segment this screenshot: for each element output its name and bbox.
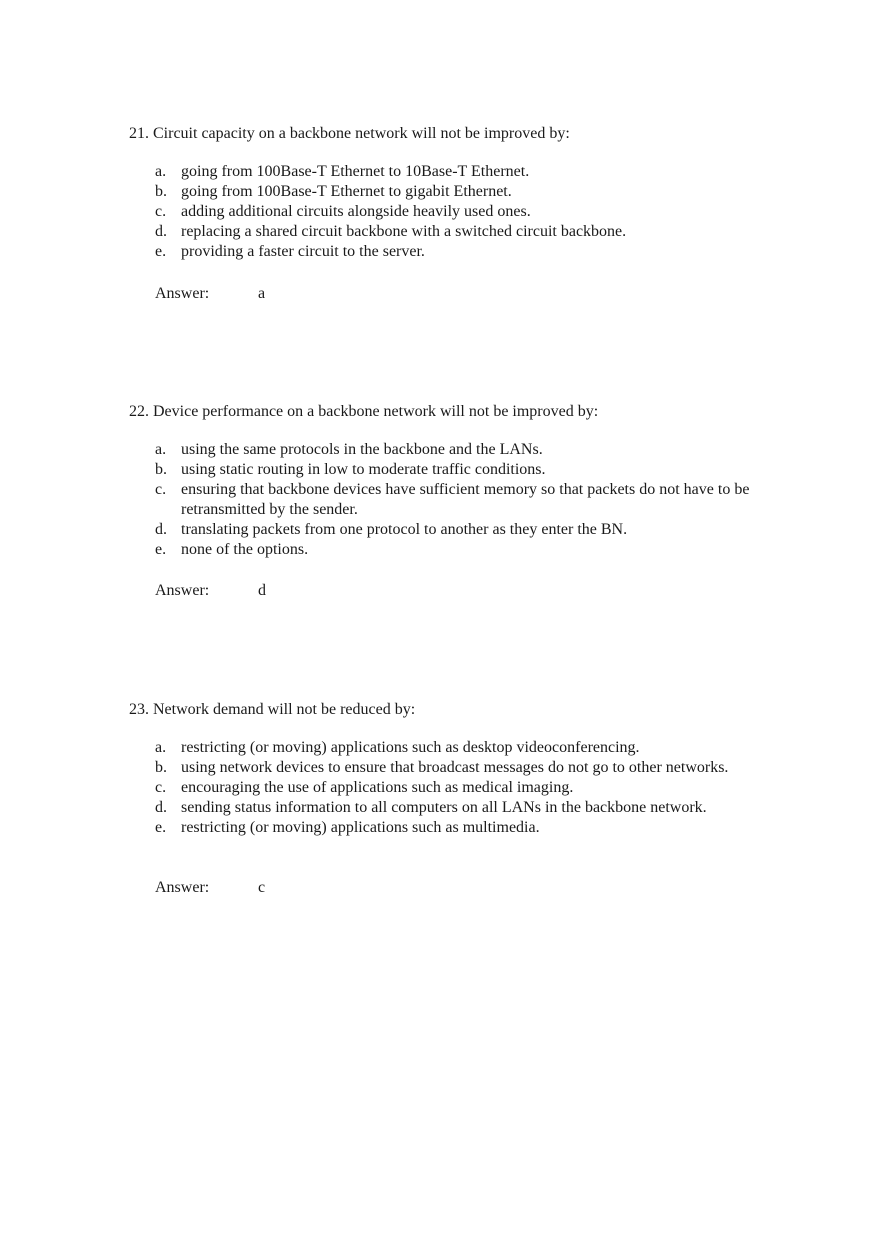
option-letter: d.	[155, 521, 167, 538]
option-letter: e.	[155, 819, 167, 836]
question-stem	[129, 124, 570, 144]
question-stem	[129, 700, 415, 720]
option-text: using network devices to ensure that broadcast messages do not go to other networks.	[181, 759, 729, 776]
option-letter: c.	[155, 203, 167, 220]
option-c	[155, 202, 795, 222]
option-d	[155, 798, 795, 818]
option-text: translating packets from one protocol to another as they enter the BN.	[181, 521, 628, 538]
option-text: providing a faster circuit to the server.	[181, 243, 425, 260]
option-c	[155, 778, 795, 798]
question-text: Circuit capacity on a backbone network will not be improved by:	[153, 125, 570, 142]
option-letter: a.	[155, 163, 167, 180]
answer-value: d	[258, 582, 266, 599]
option-letter: b.	[155, 461, 167, 478]
question-text: Network demand will not be reduced by:	[153, 701, 416, 718]
answer-label: Answer:	[155, 879, 210, 896]
option-letter: e.	[155, 541, 167, 558]
option-text: none of the options.	[181, 541, 309, 558]
option-text: using static routing in low to moderate traffic conditions.	[181, 461, 546, 478]
option-text: ensuring that backbone devices have sufficient memory so that packets do not have to be retransmitted by the sender.	[181, 481, 750, 518]
option-text: going from 100Base-T Ethernet to 10Base-T Ethernet.	[181, 163, 530, 180]
option-a	[155, 440, 795, 460]
option-text: restricting (or moving) applications such as desktop videoconferencing.	[181, 739, 640, 756]
option-letter: b.	[155, 183, 167, 200]
option-letter: a.	[155, 441, 167, 458]
option-e	[155, 818, 795, 838]
answer	[155, 581, 266, 601]
answer-value: a	[258, 285, 266, 302]
option-b	[155, 758, 795, 778]
option-letter: a.	[155, 739, 167, 756]
answer-label: Answer:	[155, 582, 210, 599]
option-text: going from 100Base-T Ethernet to gigabit Ethernet.	[181, 183, 512, 200]
option-text: replacing a shared circuit backbone with a switched circuit backbone.	[181, 223, 627, 240]
option-text: sending status information to all computers on all LANs in the backbone network.	[181, 799, 707, 816]
option-letter: c.	[155, 481, 167, 498]
option-text: encouraging the use of applications such as medical imaging.	[181, 779, 574, 796]
option-list	[155, 162, 795, 262]
option-list	[155, 440, 795, 560]
question-text: Device performance on a backbone network will not be improved by:	[153, 403, 599, 420]
answer	[155, 284, 265, 304]
option-c	[155, 480, 795, 520]
option-letter: d.	[155, 799, 167, 816]
option-list	[155, 738, 795, 838]
option-letter: b.	[155, 759, 167, 776]
question-number: 22.	[129, 403, 149, 420]
option-text: adding additional circuits alongside heavily used ones.	[181, 203, 531, 220]
option-letter: d.	[155, 223, 167, 240]
option-d	[155, 520, 795, 540]
question-number: 23.	[129, 701, 149, 718]
question-number: 21.	[129, 125, 149, 142]
answer-value: c	[258, 879, 266, 896]
question-stem	[129, 402, 598, 422]
option-b	[155, 182, 795, 202]
option-d	[155, 222, 795, 242]
option-e	[155, 540, 795, 560]
option-e	[155, 242, 795, 262]
option-b	[155, 460, 795, 480]
option-letter: e.	[155, 243, 167, 260]
option-a	[155, 162, 795, 182]
answer	[155, 878, 265, 898]
option-a	[155, 738, 795, 758]
answer-label: Answer:	[155, 285, 210, 302]
option-text: using the same protocols in the backbone and the LANs.	[181, 441, 543, 458]
option-text: restricting (or moving) applications such as multimedia.	[181, 819, 540, 836]
option-letter: c.	[155, 779, 167, 796]
